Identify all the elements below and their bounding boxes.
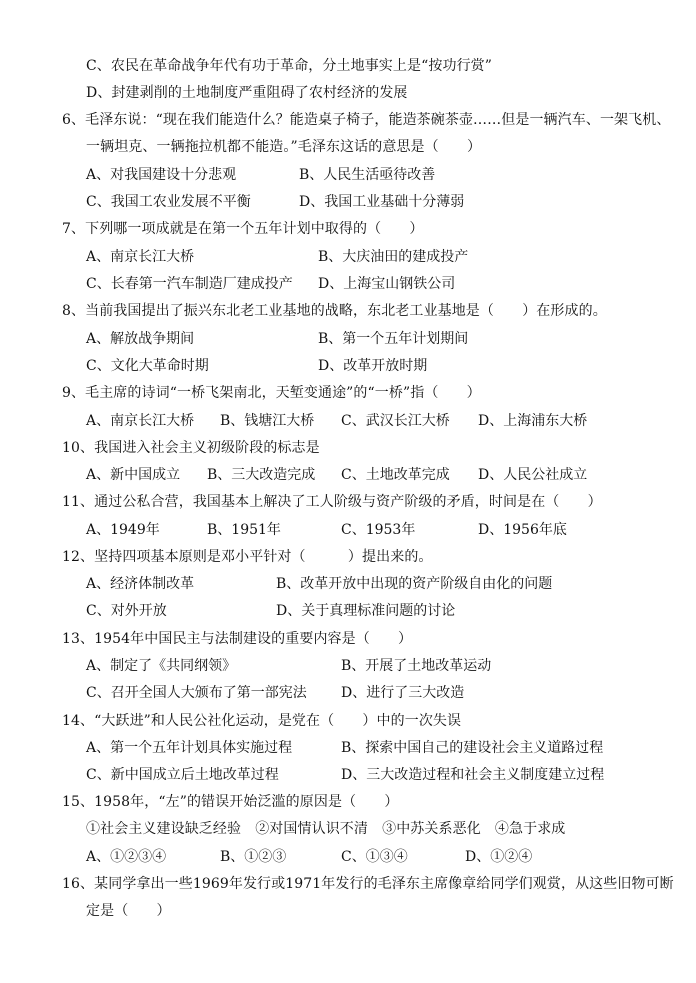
q11-option-a: A、1949年 <box>86 522 160 538</box>
q13-option-c: C、召开全国人大颁布了第一部宪法 <box>86 685 307 701</box>
q10-stem: 10、我国进入社会主义初级阶段的标志是 <box>62 440 320 456</box>
q14-option-a: A、第一个五年计划具体实施过程 <box>86 740 293 756</box>
q7-stem: 7、下列哪一项成就是在第一个五年计划中取得的（ ） <box>62 221 424 237</box>
q11-stem: 11、通过公私合营，我国基本上解决了工人阶级与资产阶级的矛盾，时间是在（ ） <box>62 494 602 510</box>
q8-option-b: B、第一个五年计划期间 <box>318 331 469 347</box>
q12-option-b: B、改革开放中出现的资产阶级自由化的问题 <box>276 576 553 592</box>
q14-option-b: B、探索中国自己的建设社会主义道路过程 <box>341 740 604 756</box>
q5-option-c: C、农民在革命战争年代有功于革命，分土地事实上是“按功行赏” <box>86 58 493 74</box>
q12-option-d: D、关于真理标准问题的讨论 <box>276 603 456 619</box>
q15-items: ①社会主义建设缺乏经验 ②对国情认识不清 ③中苏关系恶化 ④急于求成 <box>86 821 566 837</box>
q5-option-d: D、封建剥削的土地制度严重阻碍了农村经济的发展 <box>86 85 408 101</box>
q13-stem: 13、1954年中国民主与法制建设的重要内容是（ ） <box>62 631 413 647</box>
q11-option-c: C、1953年 <box>341 522 416 538</box>
q11-option-b: B、1951年 <box>207 522 281 538</box>
q15-option-a: A、①②③④ <box>86 849 167 865</box>
q14-stem: 14、“大跃进”和人民公社化运动，是党在（ ）中的一次失误 <box>62 713 462 729</box>
q6-option-a: A、对我国建设十分悲观 <box>86 167 237 183</box>
q10-option-d: D、人民公社成立 <box>478 467 588 483</box>
q13-option-d: D、进行了三大改造 <box>341 685 465 701</box>
q15-option-b: B、①②③ <box>220 849 287 865</box>
q6-option-b: B、人民生活亟待改善 <box>299 167 436 183</box>
q8-option-a: A、解放战争期间 <box>86 331 195 347</box>
q16-stem-line1: 16、某同学拿出一些1969年发行或1971年发行的毛泽东主席像章给同学们观赏，从这些旧物可断 <box>62 876 674 892</box>
q13-option-a: A、制定了《共同纲领》 <box>86 658 237 674</box>
q9-stem: 9、毛主席的诗词“一桥飞架南北，天堑变通途”的“一桥”指（ ） <box>62 385 481 401</box>
q9-option-b: B、钱塘江大桥 <box>220 413 315 429</box>
q6-stem-line2: 一辆坦克、一辆拖拉机都不能造。”毛泽东这话的意思是（ ） <box>86 139 482 155</box>
q9-option-c: C、武汉长江大桥 <box>341 413 450 429</box>
q7-option-b: B、大庆油田的建成投产 <box>318 249 469 265</box>
q14-option-c: C、新中国成立后土地改革过程 <box>86 767 279 783</box>
q6-option-c: C、我国工农业发展不平衡 <box>86 194 251 210</box>
q8-option-c: C、文化大革命时期 <box>86 358 209 374</box>
q6-option-d: D、我国工业基础十分薄弱 <box>299 194 465 210</box>
q6-stem-line1: 6、毛泽东说：“现在我们能造什么？能造桌子椅子，能造茶碗茶壶……但是一辆汽车、一架飞机、 <box>62 112 671 128</box>
q12-stem: 12、坚持四项基本原则是邓小平针对（ ）提出来的。 <box>62 549 433 565</box>
q8-option-d: D、改革开放时期 <box>318 358 428 374</box>
q13-option-b: B、开展了土地改革运动 <box>341 658 492 674</box>
q7-option-d: D、上海宝山钢铁公司 <box>318 276 456 292</box>
q7-option-c: C、长春第一汽车制造厂建成投产 <box>86 276 293 292</box>
q12-option-c: C、对外开放 <box>86 603 167 619</box>
q16-stem-line2: 定是（ ） <box>86 903 171 919</box>
q15-option-c: C、①③④ <box>341 849 408 865</box>
q12-option-a: A、经济体制改革 <box>86 576 195 592</box>
q8-stem: 8、当前我国提出了振兴东北老工业基地的战略，东北老工业基地是（ ）在形成的。 <box>62 303 607 319</box>
q9-option-a: A、南京长江大桥 <box>86 413 195 429</box>
q7-option-a: A、南京长江大桥 <box>86 249 195 265</box>
q11-option-d: D、1956年底 <box>478 522 567 538</box>
q10-option-a: A、新中国成立 <box>86 467 181 483</box>
q9-option-d: D、上海浦东大桥 <box>478 413 588 429</box>
q10-option-c: C、土地改革完成 <box>341 467 450 483</box>
q14-option-d: D、三大改造过程和社会主义制度建立过程 <box>341 767 605 783</box>
q15-stem: 15、1958年，“左”的错误开始泛滥的原因是（ ） <box>62 794 399 810</box>
q15-option-d: D、①②④ <box>465 849 533 865</box>
q10-option-b: B、三大改造完成 <box>207 467 316 483</box>
